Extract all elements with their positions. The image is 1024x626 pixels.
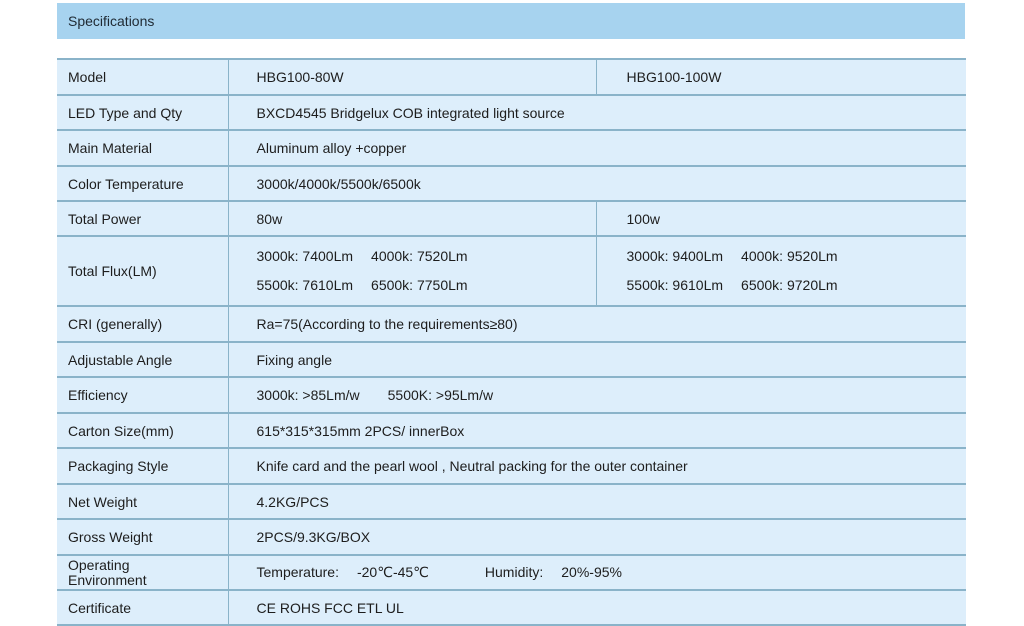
- row-label-line: Operating: [68, 556, 130, 573]
- row-label: Net Weight: [57, 484, 228, 519]
- model-value-2: HBG100-100W: [596, 59, 966, 95]
- row-label: Packaging Style: [57, 448, 228, 484]
- flux-value: 6500k: 9720Lm: [741, 277, 838, 293]
- table-row-model: [57, 59, 966, 95]
- table-row-led-type: [57, 95, 966, 130]
- row-label: Total Flux(LM): [57, 236, 228, 306]
- flux-value: 4000k: 7520Lm: [371, 248, 468, 264]
- row-label: [57, 555, 228, 590]
- table-row-certificate: [57, 590, 966, 625]
- specifications-header: [57, 3, 965, 39]
- table-row-cri: [57, 306, 966, 342]
- led-type-value: BXCD4545 Bridgelux COB integrated light source: [228, 95, 966, 130]
- temperature-value: -20℃-45℃: [356, 564, 429, 580]
- efficiency-value: 5500K: >95Lm/w: [387, 387, 494, 403]
- row-label: Color Temperature: [57, 166, 228, 201]
- specifications-table: [57, 58, 966, 626]
- table-row-total-power: [57, 201, 966, 236]
- row-label: LED Type and Qty: [57, 95, 228, 130]
- efficiency-value: 3000k: >85Lm/w: [256, 387, 360, 403]
- humidity-value: 20%-95%: [561, 564, 622, 580]
- gross-weight-value: 2PCS/9.3KG/BOX: [228, 519, 966, 555]
- angle-value: Fixing angle: [228, 342, 966, 377]
- environment-cell: [228, 555, 966, 590]
- row-label: Efficiency: [57, 377, 228, 413]
- power-value-2: 100w: [596, 201, 966, 236]
- net-weight-value: 4.2KG/PCS: [228, 484, 966, 519]
- certificate-value: CE ROHS FCC ETL UL: [228, 590, 966, 625]
- carton-value: 615*315*315mm 2PCS/ innerBox: [228, 413, 966, 448]
- row-label: Gross Weight: [57, 519, 228, 555]
- row-label: CRI (generally): [57, 306, 228, 342]
- row-label: Main Material: [57, 130, 228, 166]
- table-row-gross-weight: [57, 519, 966, 555]
- humidity-label: Humidity:: [484, 564, 544, 580]
- material-value: Aluminum alloy +copper: [228, 130, 966, 166]
- table-row-packaging: [57, 448, 966, 484]
- table-row-total-flux: [57, 236, 966, 306]
- table-row-color-temperature: [57, 166, 966, 201]
- table-row-efficiency: [57, 377, 966, 413]
- row-label: Carton Size(mm): [57, 413, 228, 448]
- row-label: Certificate: [57, 590, 228, 625]
- flux-value: 5500k: 9610Lm: [626, 277, 724, 293]
- flux-value: 4000k: 9520Lm: [741, 248, 838, 264]
- header-title: Specifications: [68, 13, 155, 29]
- efficiency-cell: [228, 377, 966, 413]
- flux-value: 5500k: 7610Lm: [256, 277, 354, 293]
- model-value-1: HBG100-80W: [228, 59, 596, 95]
- table-row-carton-size: [57, 413, 966, 448]
- row-label: Adjustable Angle: [57, 342, 228, 377]
- row-label: Total Power: [57, 201, 228, 236]
- temperature-label: Temperature:: [256, 564, 339, 580]
- row-label-line: Environment: [68, 571, 147, 588]
- flux-value: 6500k: 7750Lm: [371, 277, 468, 293]
- flux-value: 3000k: 7400Lm: [256, 248, 354, 264]
- packaging-value: Knife card and the pearl wool , Neutral packing for the outer container: [228, 448, 966, 484]
- cri-value: Ra=75(According to the requirements≥80): [228, 306, 966, 342]
- table-row-net-weight: [57, 484, 966, 519]
- flux-cell-1: [228, 236, 596, 306]
- flux-value: 3000k: 9400Lm: [626, 248, 724, 264]
- color-temperature-value: 3000k/4000k/5500k/6500k: [228, 166, 966, 201]
- table-row-adjustable-angle: [57, 342, 966, 377]
- table-row-material: [57, 130, 966, 166]
- power-value-1: 80w: [228, 201, 596, 236]
- row-label: Model: [57, 59, 228, 95]
- table-row-operating-environment: [57, 555, 966, 590]
- flux-cell-2: [596, 236, 966, 306]
